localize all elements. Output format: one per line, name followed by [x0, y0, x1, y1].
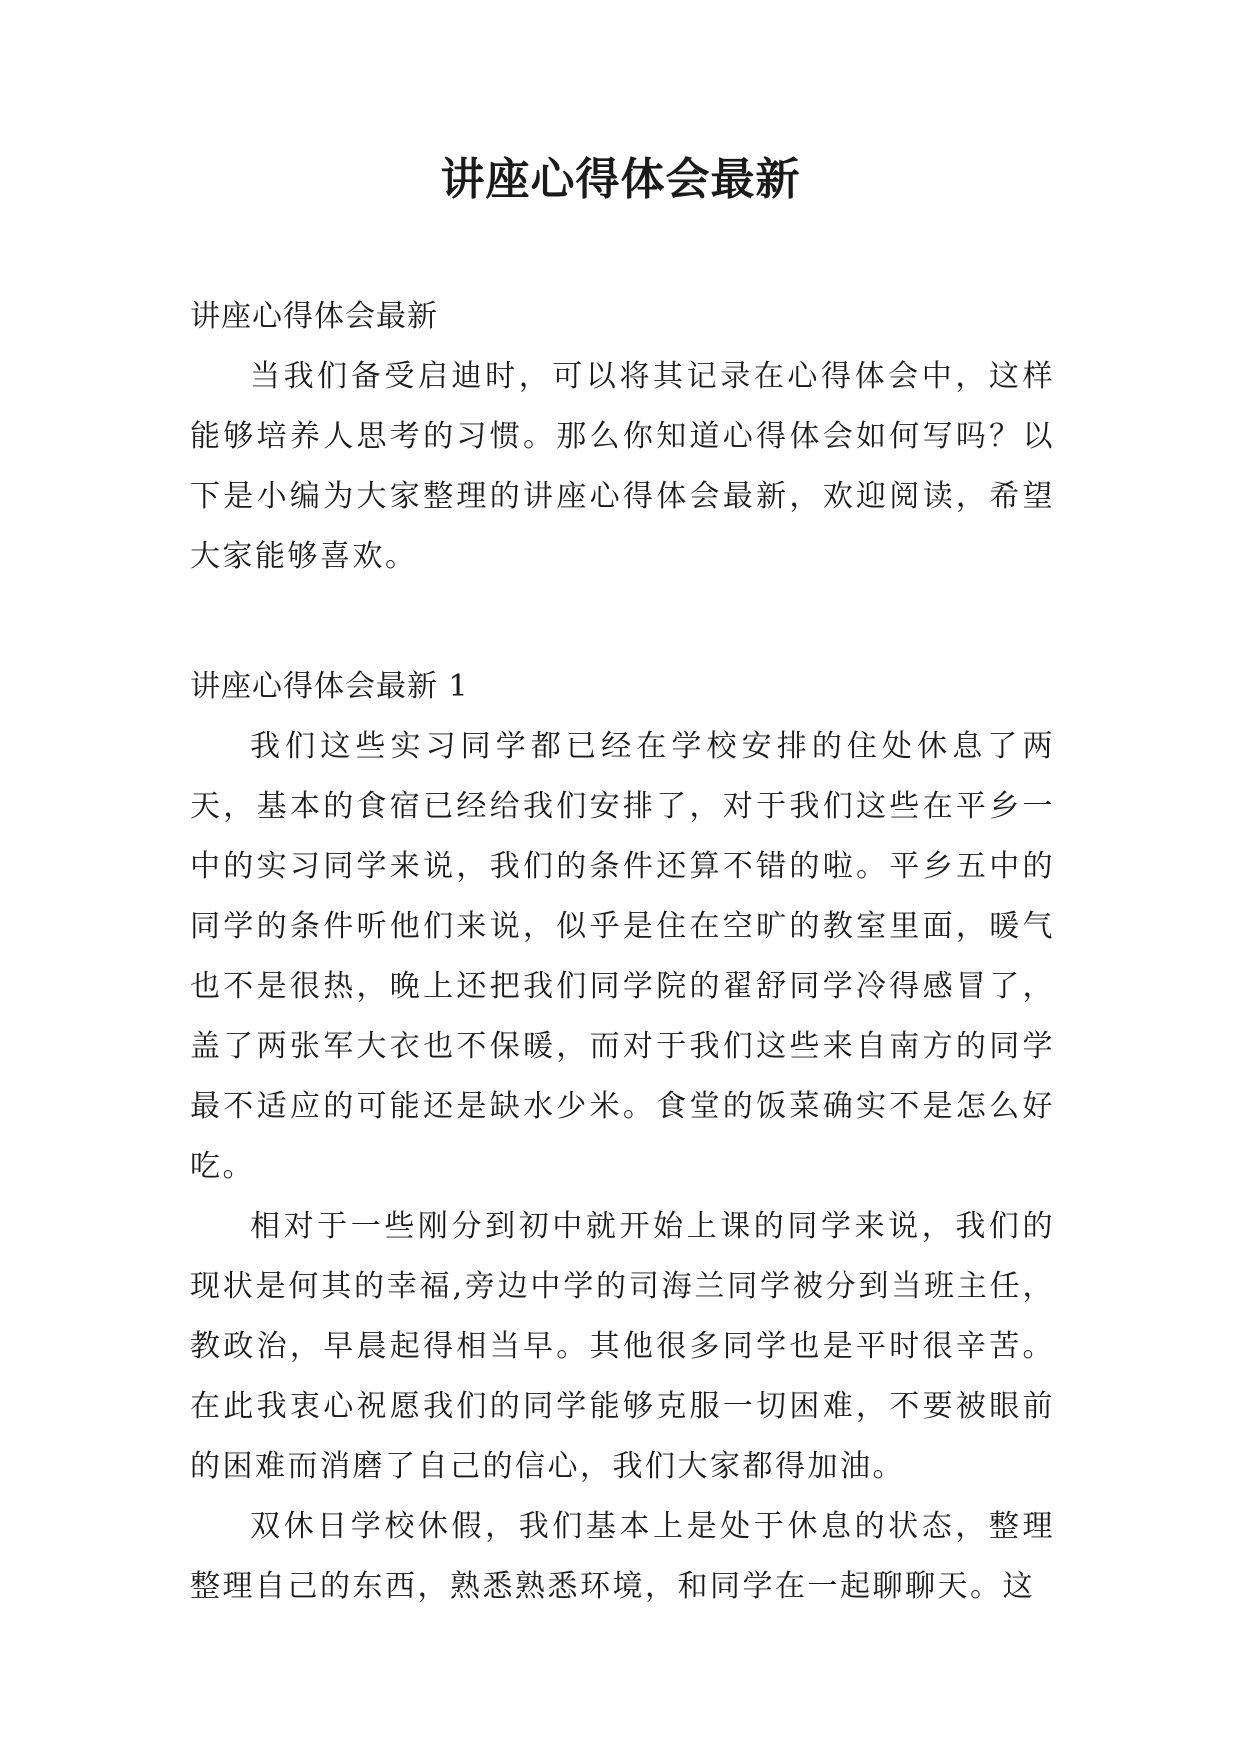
section-spacer [190, 587, 1055, 657]
document-title: 讲座心得体会最新 [440, 154, 801, 205]
document-body [190, 287, 1055, 1617]
body-paragraph: 我们这些实习同学都已经在学校安排的住处休息了两天，基本的食宿已经给我们安排了，对于我们这些在平乡一中的实习同学来说，我们的条件还算不错的啦。平乡五中的同学的条件听他们来说，似乎是住在空旷的教室里面，暖气也不是很热，晚上还把我们同学院的翟舒同学冷得感冒了，盖了两张军大衣也不保暖，而对于我们这些来自南方的同学最不适应的可能还是缺水少米。食堂的饭菜确实不是怎么好吃。 [190, 729, 1055, 1184]
body-paragraph: 双休日学校休假，我们基本上是处于休息的状态，整理整理自己的东西，熟悉熟悉环境，和同学在一起聊聊天。这 [190, 1509, 1055, 1604]
body-paragraph: 相对于一些刚分到初中就开始上课的同学来说，我们的现状是何其的幸福,旁边中学的司海兰同学被分到当班主任，教政治，早晨起得相当早。其他很多同学也是平时很辛苦。在此我衷心祝愿我们的同学能够克服一切困难，不要被眼前的困难而消磨了自己的信心，我们大家都得加油。 [190, 1209, 1055, 1484]
section-heading: 讲座心得体会最新 1 [190, 669, 469, 704]
intro-paragraph: 当我们备受启迪时，可以将其记录在心得体会中，这样能够培养人思考的习惯。那么你知道心得体会如何写吗？以下是小编为大家整理的讲座心得体会最新，欢迎阅读，希望大家能够喜欢。 [190, 359, 1055, 574]
intro-heading: 讲座心得体会最新 [190, 299, 438, 334]
